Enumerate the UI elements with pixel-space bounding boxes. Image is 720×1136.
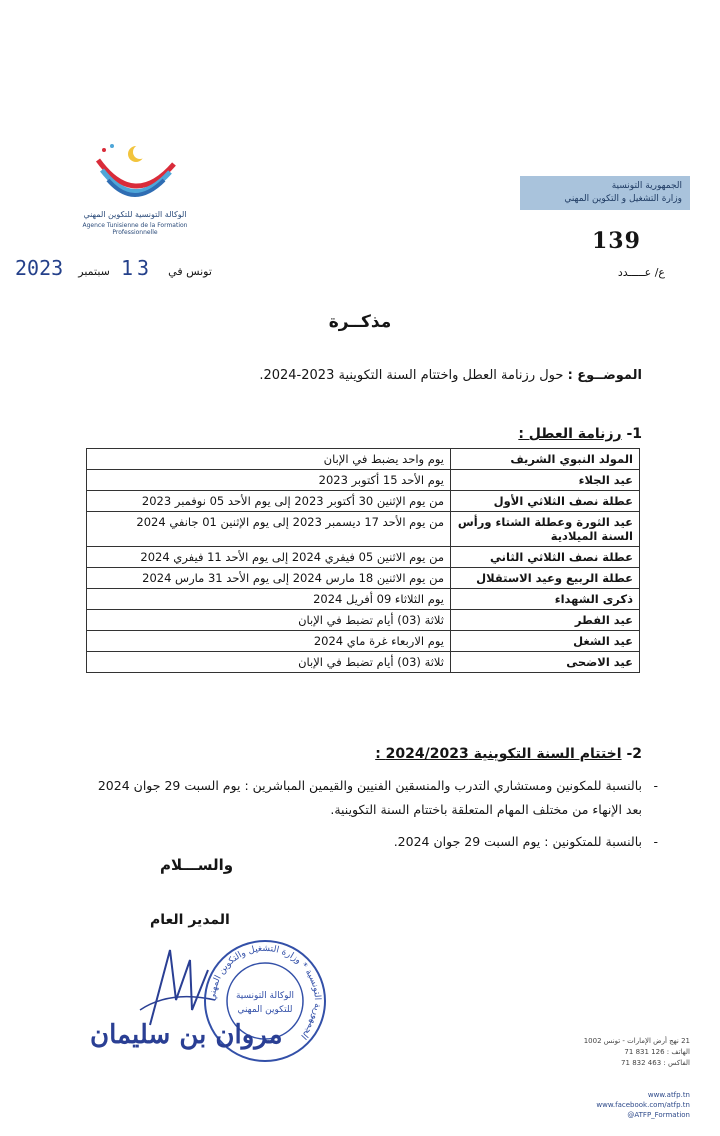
memo-title: مذكــرة bbox=[328, 312, 392, 332]
section-1-heading bbox=[518, 426, 642, 442]
section-1-number: 1- bbox=[626, 426, 642, 442]
holiday-period: يوم الأحد 15 أكتوبر 2023 bbox=[87, 470, 451, 491]
seal-inner-line-2: للتكوين المهني bbox=[237, 1005, 293, 1015]
section-1-title: رزنامة العطل : bbox=[518, 426, 622, 442]
document-date bbox=[15, 256, 212, 280]
holiday-row bbox=[87, 491, 640, 512]
holiday-name: عطلة الربيع وعيد الاستقلال bbox=[451, 568, 640, 589]
paragraph-trainees-text: بالنسبة للمتكونين : يوم السبت 29 جوان 2024. bbox=[393, 834, 642, 849]
holiday-row bbox=[87, 470, 640, 491]
date-day: 13 bbox=[120, 256, 154, 280]
holiday-name: عيد الثورة وعطلة الشتاء ورأس السنة الميلادية bbox=[451, 512, 640, 547]
holiday-name: عيد الاضحى bbox=[451, 652, 640, 673]
facebook-link[interactable]: www.facebook.com/atfp.tn bbox=[596, 1101, 690, 1109]
holidays-table bbox=[86, 448, 640, 673]
section-2-title: اختتام السنة التكوينية 2024/2023 : bbox=[375, 746, 622, 762]
paragraph-trainees bbox=[82, 830, 658, 854]
web-links bbox=[540, 1090, 690, 1120]
closing-salutation: والســـلام bbox=[160, 856, 234, 874]
holiday-period: ثلاثة (03) أيام تضبط في الإبان bbox=[87, 652, 451, 673]
director-title: المدير العام bbox=[150, 912, 230, 928]
section-2-number: 2- bbox=[626, 746, 642, 762]
logo-name-arabic: الوكالة التونسية للتكوين المهني bbox=[83, 210, 187, 219]
subject-label: الموضــوع : bbox=[567, 368, 642, 383]
seal-outer-text: الجمهورية التونسية * وزارة التشغيل والتكوين المهني bbox=[207, 943, 323, 1041]
signatory-name: مروان بن سليمان bbox=[90, 1020, 283, 1050]
holiday-row bbox=[87, 631, 640, 652]
holiday-name: عطلة نصف الثلاثي الأول bbox=[451, 491, 640, 512]
holiday-row bbox=[87, 568, 640, 589]
logo-name-french: Agence Tunisienne de la Formation Professionnelle bbox=[82, 222, 188, 236]
holiday-name: عيد الشغل bbox=[451, 631, 640, 652]
paragraph-trainers bbox=[82, 774, 658, 822]
subject-line bbox=[259, 368, 642, 383]
website-link[interactable]: www.atfp.tn bbox=[647, 1091, 690, 1099]
holiday-period: يوم واحد يضبط في الإبان bbox=[87, 449, 451, 470]
holiday-period: يوم الثلاثاء 09 أفريل 2024 bbox=[87, 589, 451, 610]
holiday-period: ثلاثة (03) أيام تضبط في الإبان bbox=[87, 610, 451, 631]
reference-label: ع/ عـــــدد bbox=[617, 266, 665, 279]
date-city: تونس في bbox=[168, 265, 212, 278]
contact-phone: الهاتف : 126 831 71 bbox=[624, 1048, 690, 1056]
holiday-name: ذكرى الشهداء bbox=[451, 589, 640, 610]
bullet-dash: - bbox=[653, 834, 658, 849]
date-year: 2023 bbox=[15, 256, 64, 280]
holiday-row bbox=[87, 449, 640, 470]
holiday-period: من يوم الأحد 17 ديسمبر 2023 إلى يوم الإثنين 01 جانفي 2024 bbox=[87, 512, 451, 547]
subject-text: حول رزنامة العطل واختتام السنة التكوينية 2023-2024. bbox=[259, 368, 564, 383]
date-month: سبتمبر bbox=[78, 265, 110, 278]
agency-logo-icon bbox=[84, 140, 184, 206]
ministry-banner bbox=[520, 176, 690, 210]
contact-fax: الفاكس : 463 832 71 bbox=[621, 1059, 690, 1067]
holiday-period: من يوم الاثنين 18 مارس 2024 إلى يوم الأحد 31 مارس 2024 bbox=[87, 568, 451, 589]
seal-inner-line-1: الوكالة التونسية bbox=[235, 991, 295, 1001]
holiday-name: المولد النبوي الشريف bbox=[451, 449, 640, 470]
contact-address: 21 نهج أرض الإمارات - تونس 1002 bbox=[583, 1037, 690, 1045]
section-2-heading bbox=[375, 746, 642, 762]
holiday-row bbox=[87, 547, 640, 568]
holiday-name: عيد الفطر bbox=[451, 610, 640, 631]
holiday-row bbox=[87, 512, 640, 547]
holiday-row bbox=[87, 652, 640, 673]
paragraph-trainers-text: بالنسبة للمكونين ومستشاري التدرب والمنسقين الفنيين والقيمين المباشرين : يوم السبت 29 جوان 2024 بعد الإنهاء من مختلف المهام المتعلقة باختتام السنة التكوينية. bbox=[97, 778, 642, 817]
holiday-period: من يوم الاثنين 05 فيفري 2024 إلى يوم الأحد 11 فيفري 2024 bbox=[87, 547, 451, 568]
bullet-dash: - bbox=[653, 778, 658, 793]
agency-logo bbox=[70, 140, 200, 240]
contact-block bbox=[540, 1036, 690, 1069]
reference-number: 139 bbox=[592, 228, 641, 254]
social-handle[interactable]: @ATFP_Formation bbox=[627, 1111, 690, 1119]
holiday-row bbox=[87, 589, 640, 610]
holiday-period: من يوم الإثنين 30 أكتوبر 2023 إلى يوم الأحد 05 نوفمبر 2023 bbox=[87, 491, 451, 512]
ministry-line-2: وزارة التشغيل و التكوين المهني bbox=[564, 194, 682, 204]
holiday-name: عطلة نصف الثلاثي الثاني bbox=[451, 547, 640, 568]
holiday-period: يوم الاربعاء غرة ماي 2024 bbox=[87, 631, 451, 652]
holiday-name: عيد الجلاء bbox=[451, 470, 640, 491]
ministry-line-1: الجمهورية التونسية bbox=[611, 181, 682, 191]
holiday-row bbox=[87, 610, 640, 631]
